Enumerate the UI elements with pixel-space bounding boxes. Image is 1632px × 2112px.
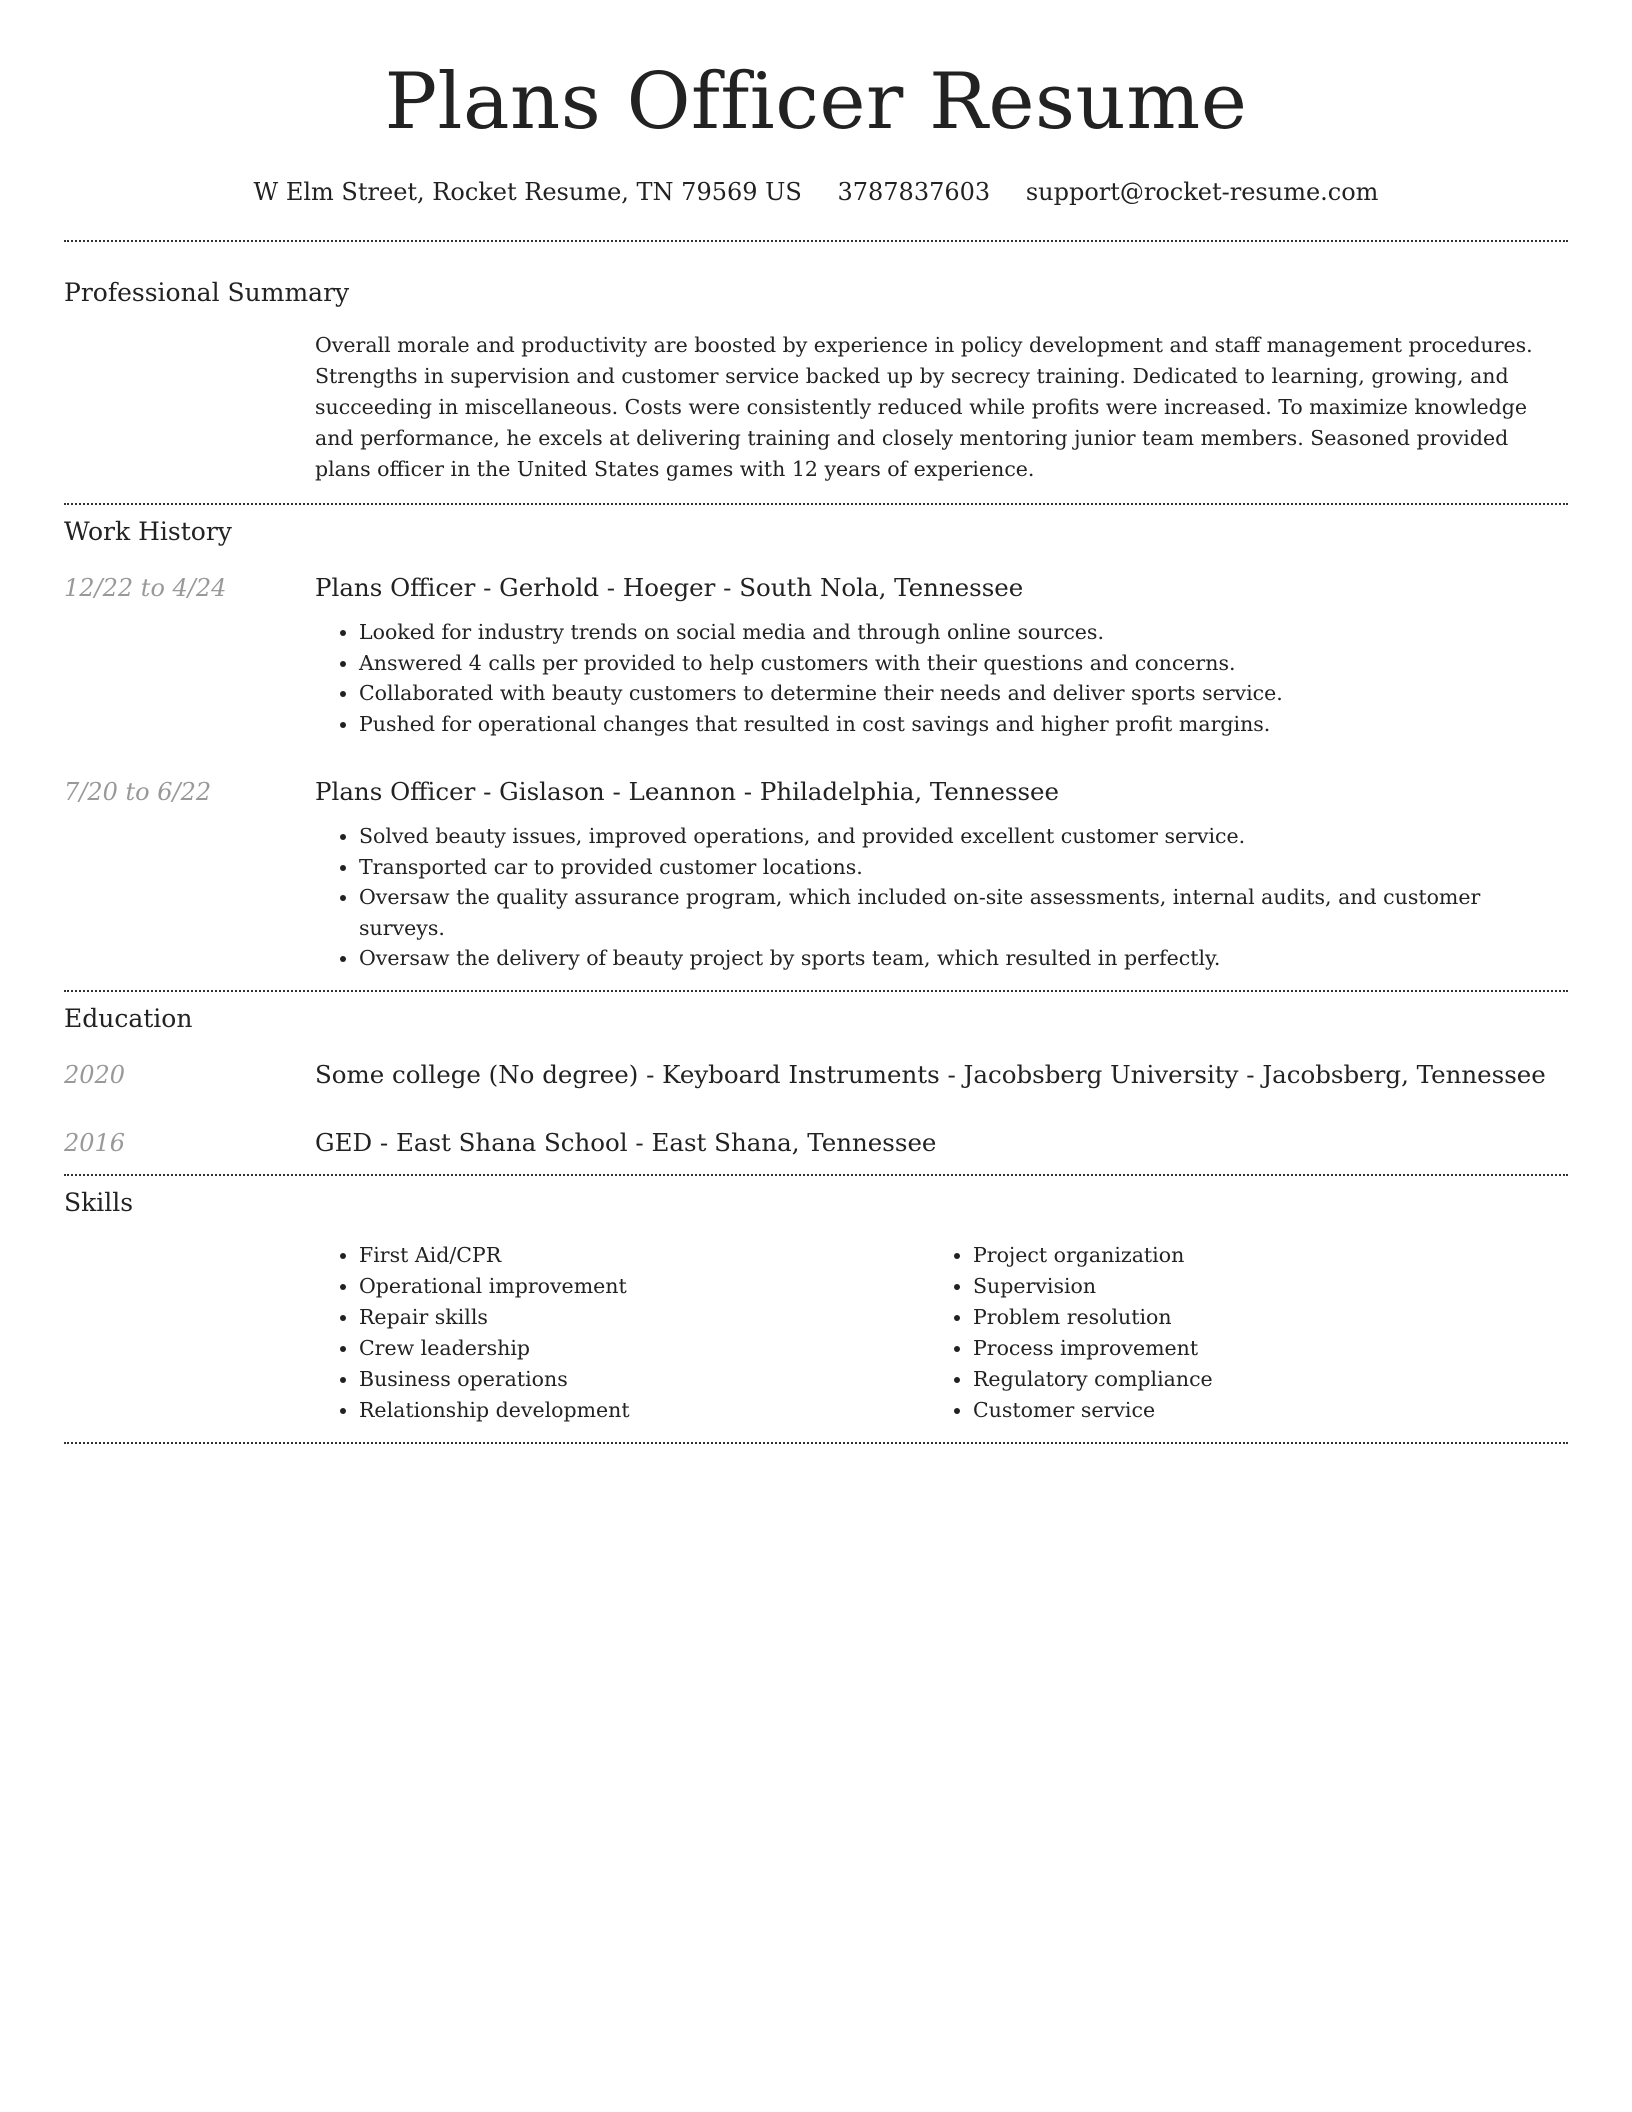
contact-line bbox=[64, 174, 1568, 210]
job-bullets bbox=[315, 617, 1568, 739]
contact-email: support@rocket-resume.com bbox=[1025, 178, 1379, 206]
skill-item: • Process improvement bbox=[973, 1333, 1543, 1364]
work-history-section bbox=[64, 505, 1568, 990]
education-heading: Education bbox=[64, 1003, 193, 1033]
job-entry bbox=[64, 571, 1568, 739]
job-bullet: • Oversaw the delivery of beauty project by sports team, which resulted in perfectly. bbox=[359, 943, 1568, 974]
education-detail: GED - East Shana School - East Shana, Tennessee bbox=[315, 1127, 937, 1157]
job-title: Plans Officer - Gerhold - Hoeger - South Nola, Tennessee bbox=[315, 573, 1024, 602]
skill-item: • Crew leadership bbox=[359, 1333, 929, 1364]
job-title: Plans Officer - Gislason - Leannon - Philadelphia, Tennessee bbox=[315, 777, 1060, 806]
education-entry bbox=[64, 1126, 1568, 1160]
summary-heading: Professional Summary bbox=[64, 278, 350, 307]
education-section bbox=[64, 992, 1568, 1174]
education-year: 2020 bbox=[64, 1060, 126, 1089]
skill-item: • Supervision bbox=[973, 1271, 1543, 1302]
job-bullet: • Oversaw the quality assurance program, which included on-site assessments, internal audits, and customer surveys. bbox=[359, 882, 1568, 943]
skill-item: • Relationship development bbox=[359, 1395, 929, 1426]
job-bullet: • Pushed for operational changes that resulted in cost savings and higher profit margins. bbox=[359, 709, 1568, 740]
skill-item: • Business operations bbox=[359, 1364, 929, 1395]
job-dates: 7/20 to 6/22 bbox=[64, 778, 212, 806]
skills-section bbox=[64, 1176, 1568, 1442]
skills-heading: Skills bbox=[64, 1187, 134, 1217]
skill-item: • Regulatory compliance bbox=[973, 1364, 1543, 1395]
education-year: 2016 bbox=[64, 1128, 126, 1157]
job-bullets bbox=[315, 821, 1568, 974]
education-detail: Some college (No degree) - Keyboard Instruments - Jacobsberg University - Jacobsberg, Tennessee bbox=[315, 1059, 1546, 1089]
skill-item: • Operational improvement bbox=[359, 1271, 929, 1302]
skill-item: • Repair skills bbox=[359, 1302, 929, 1333]
skill-item: • First Aid/CPR bbox=[359, 1240, 929, 1271]
resume-title: Plans Officer Resume bbox=[384, 57, 1248, 147]
skill-item: • Project organization bbox=[973, 1240, 1543, 1271]
education-entry bbox=[64, 1058, 1568, 1092]
job-bullet: • Answered 4 calls per provided to help customers with their questions and concerns. bbox=[359, 648, 1568, 679]
contact-address: W Elm Street, Rocket Resume, TN 79569 US bbox=[253, 178, 802, 206]
skill-item: • Problem resolution bbox=[973, 1302, 1543, 1333]
divider bbox=[64, 1442, 1568, 1444]
summary-section bbox=[64, 242, 1568, 503]
skill-item: • Customer service bbox=[973, 1395, 1543, 1426]
summary-text: Overall morale and productivity are boosted by experience in policy development and staff management procedures. Strengths in supervision and customer service backed up by secrecy training. Dedicated to learning, growing, and succeeding in miscellaneous. Costs were consistently reduced while profits were increased. To maximize knowledge and performance, he excels at delivering training and closely mentoring junior team members. Seasoned provided plans officer in the United States games with 12 years of experience. bbox=[315, 333, 1533, 481]
contact-phone: 3787837603 bbox=[837, 178, 991, 206]
job-bullet: • Solved beauty issues, improved operations, and provided excellent customer service. bbox=[359, 821, 1568, 852]
skills-list-left bbox=[315, 1240, 929, 1426]
work-history-heading: Work History bbox=[64, 517, 232, 546]
job-dates: 12/22 to 4/24 bbox=[64, 574, 227, 602]
skills-list-right bbox=[929, 1240, 1543, 1426]
job-entry bbox=[64, 775, 1568, 974]
job-bullet: • Collaborated with beauty customers to determine their needs and deliver sports service. bbox=[359, 678, 1568, 709]
job-bullet: • Transported car to provided customer locations. bbox=[359, 852, 1568, 883]
job-bullet: • Looked for industry trends on social media and through online sources. bbox=[359, 617, 1568, 648]
